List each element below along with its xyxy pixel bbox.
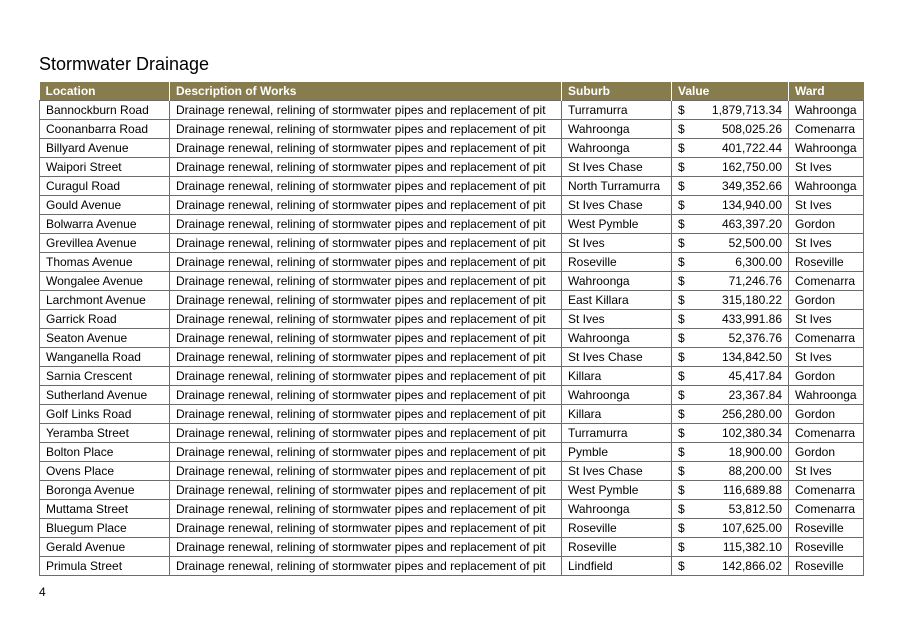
location-cell: Garrick Road (40, 310, 170, 329)
value-amount: 256,280.00 (721, 407, 782, 421)
value-cell (672, 120, 789, 139)
value-cell (672, 139, 789, 158)
location-cell: Wanganella Road (40, 348, 170, 367)
currency-symbol: $ (678, 255, 685, 269)
value-amount: 52,500.00 (728, 236, 782, 250)
value-cell (672, 215, 789, 234)
ward-cell: Gordon (789, 215, 864, 234)
table-row (40, 120, 864, 139)
suburb-cell: Killara (562, 367, 672, 386)
ward-cell: Roseville (789, 538, 864, 557)
table-row (40, 234, 864, 253)
ward-cell: Wahroonga (789, 101, 864, 120)
value-cell (672, 386, 789, 405)
table-row (40, 424, 864, 443)
table-row (40, 462, 864, 481)
value-cell (672, 291, 789, 310)
table-row (40, 253, 864, 272)
suburb-cell: St Ives Chase (562, 348, 672, 367)
location-cell: Bannockburn Road (40, 101, 170, 120)
value-amount: 134,940.00 (721, 198, 782, 212)
column-header-description: Description of Works (170, 82, 562, 101)
location-cell: Larchmont Avenue (40, 291, 170, 310)
value-amount: 107,625.00 (721, 521, 782, 535)
suburb-cell: Wahroonga (562, 120, 672, 139)
description-cell: Drainage renewal, relining of stormwater pipes and replacement of pit (170, 424, 562, 443)
currency-symbol: $ (678, 160, 685, 174)
value-cell (672, 329, 789, 348)
description-cell: Drainage renewal, relining of stormwater pipes and replacement of pit (170, 348, 562, 367)
suburb-cell: Roseville (562, 253, 672, 272)
suburb-cell: Lindfield (562, 557, 672, 576)
value-amount: 134,842.50 (721, 350, 782, 364)
currency-symbol: $ (678, 407, 685, 421)
ward-cell: Wahroonga (789, 386, 864, 405)
description-cell: Drainage renewal, relining of stormwater pipes and replacement of pit (170, 481, 562, 500)
value-cell (672, 500, 789, 519)
table-row (40, 443, 864, 462)
table-row (40, 215, 864, 234)
currency-symbol: $ (678, 103, 685, 117)
ward-cell: Comenarra (789, 424, 864, 443)
description-cell: Drainage renewal, relining of stormwater pipes and replacement of pit (170, 500, 562, 519)
table-row (40, 291, 864, 310)
value-cell (672, 462, 789, 481)
currency-symbol: $ (678, 388, 685, 402)
location-cell: Boronga Avenue (40, 481, 170, 500)
table-row (40, 386, 864, 405)
value-cell (672, 196, 789, 215)
suburb-cell: St Ives Chase (562, 462, 672, 481)
value-cell (672, 519, 789, 538)
suburb-cell: Wahroonga (562, 329, 672, 348)
location-cell: Bluegum Place (40, 519, 170, 538)
page-number: 4 (39, 585, 46, 599)
currency-symbol: $ (678, 198, 685, 212)
column-header-suburb: Suburb (562, 82, 672, 101)
currency-symbol: $ (678, 350, 685, 364)
location-cell: Grevillea Avenue (40, 234, 170, 253)
ward-cell: Wahroonga (789, 177, 864, 196)
location-cell: Sutherland Avenue (40, 386, 170, 405)
suburb-cell: Killara (562, 405, 672, 424)
currency-symbol: $ (678, 179, 685, 193)
location-cell: Waipori Street (40, 158, 170, 177)
suburb-cell: Wahroonga (562, 386, 672, 405)
value-cell (672, 424, 789, 443)
description-cell: Drainage renewal, relining of stormwater pipes and replacement of pit (170, 253, 562, 272)
table-body (40, 101, 864, 576)
description-cell: Drainage renewal, relining of stormwater pipes and replacement of pit (170, 291, 562, 310)
description-cell: Drainage renewal, relining of stormwater pipes and replacement of pit (170, 196, 562, 215)
ward-cell: St Ives (789, 196, 864, 215)
suburb-cell: St Ives Chase (562, 196, 672, 215)
value-cell (672, 272, 789, 291)
column-header-value: Value (672, 82, 789, 101)
table-row (40, 329, 864, 348)
description-cell: Drainage renewal, relining of stormwater pipes and replacement of pit (170, 462, 562, 481)
table-row (40, 158, 864, 177)
location-cell: Coonanbarra Road (40, 120, 170, 139)
table-row (40, 538, 864, 557)
location-cell: Bolton Place (40, 443, 170, 462)
value-cell (672, 101, 789, 120)
value-cell (672, 177, 789, 196)
suburb-cell: West Pymble (562, 215, 672, 234)
location-cell: Seaton Avenue (40, 329, 170, 348)
description-cell: Drainage renewal, relining of stormwater pipes and replacement of pit (170, 177, 562, 196)
currency-symbol: $ (678, 445, 685, 459)
suburb-cell: Wahroonga (562, 272, 672, 291)
table-row (40, 367, 864, 386)
table-row (40, 101, 864, 120)
description-cell: Drainage renewal, relining of stormwater pipes and replacement of pit (170, 139, 562, 158)
value-cell (672, 253, 789, 272)
currency-symbol: $ (678, 464, 685, 478)
location-cell: Ovens Place (40, 462, 170, 481)
description-cell: Drainage renewal, relining of stormwater pipes and replacement of pit (170, 310, 562, 329)
description-cell: Drainage renewal, relining of stormwater pipes and replacement of pit (170, 386, 562, 405)
works-table (39, 82, 864, 576)
suburb-cell: East Killara (562, 291, 672, 310)
value-amount: 463,397.20 (721, 217, 782, 231)
table-row (40, 272, 864, 291)
currency-symbol: $ (678, 540, 685, 554)
suburb-cell: Wahroonga (562, 500, 672, 519)
value-cell (672, 481, 789, 500)
value-amount: 315,180.22 (721, 293, 782, 307)
value-cell (672, 367, 789, 386)
ward-cell: St Ives (789, 462, 864, 481)
value-amount: 433,991.86 (721, 312, 782, 326)
value-amount: 53,812.50 (728, 502, 782, 516)
suburb-cell: St Ives Chase (562, 158, 672, 177)
description-cell: Drainage renewal, relining of stormwater pipes and replacement of pit (170, 329, 562, 348)
description-cell: Drainage renewal, relining of stormwater pipes and replacement of pit (170, 519, 562, 538)
ward-cell: Wahroonga (789, 139, 864, 158)
ward-cell: Comenarra (789, 329, 864, 348)
location-cell: Billyard Avenue (40, 139, 170, 158)
value-amount: 23,367.84 (728, 388, 782, 402)
table-row (40, 481, 864, 500)
currency-symbol: $ (678, 293, 685, 307)
table-row (40, 500, 864, 519)
ward-cell: Gordon (789, 291, 864, 310)
ward-cell: Gordon (789, 367, 864, 386)
value-cell (672, 348, 789, 367)
ward-cell: Comenarra (789, 500, 864, 519)
value-amount: 71,246.76 (728, 274, 782, 288)
value-amount: 45,417.84 (728, 369, 782, 383)
value-amount: 508,025.26 (721, 122, 782, 136)
value-amount: 115,382.10 (722, 540, 782, 554)
value-amount: 349,352.66 (721, 179, 782, 193)
value-amount: 52,376.76 (728, 331, 782, 345)
table-row (40, 519, 864, 538)
ward-cell: Gordon (789, 443, 864, 462)
ward-cell: Roseville (789, 253, 864, 272)
ward-cell: Comenarra (789, 120, 864, 139)
ward-cell: Roseville (789, 557, 864, 576)
location-cell: Gerald Avenue (40, 538, 170, 557)
location-cell: Sarnia Crescent (40, 367, 170, 386)
suburb-cell: Wahroonga (562, 139, 672, 158)
value-cell (672, 234, 789, 253)
description-cell: Drainage renewal, relining of stormwater pipes and replacement of pit (170, 158, 562, 177)
value-amount: 18,900.00 (728, 445, 782, 459)
table-row (40, 348, 864, 367)
value-cell (672, 538, 789, 557)
suburb-cell: St Ives (562, 234, 672, 253)
suburb-cell: North Turramurra (562, 177, 672, 196)
currency-symbol: $ (678, 331, 685, 345)
ward-cell: Comenarra (789, 272, 864, 291)
value-amount: 116,689.88 (722, 483, 782, 497)
location-cell: Bolwarra Avenue (40, 215, 170, 234)
value-amount: 162,750.00 (721, 160, 782, 174)
value-amount: 88,200.00 (728, 464, 782, 478)
suburb-cell: Pymble (562, 443, 672, 462)
value-cell (672, 557, 789, 576)
currency-symbol: $ (678, 369, 685, 383)
column-header-location: Location (40, 82, 170, 101)
table-row (40, 196, 864, 215)
description-cell: Drainage renewal, relining of stormwater pipes and replacement of pit (170, 120, 562, 139)
location-cell: Gould Avenue (40, 196, 170, 215)
value-cell (672, 405, 789, 424)
page-title: Stormwater Drainage (39, 54, 210, 74)
value-amount: 102,380.34 (721, 426, 782, 440)
currency-symbol: $ (678, 141, 685, 155)
ward-cell: St Ives (789, 234, 864, 253)
location-cell: Primula Street (40, 557, 170, 576)
table-header-row (40, 82, 864, 101)
currency-symbol: $ (678, 217, 685, 231)
location-cell: Thomas Avenue (40, 253, 170, 272)
value-cell (672, 158, 789, 177)
table-row (40, 405, 864, 424)
ward-cell: St Ives (789, 158, 864, 177)
description-cell: Drainage renewal, relining of stormwater pipes and replacement of pit (170, 443, 562, 462)
currency-symbol: $ (678, 122, 685, 136)
suburb-cell: Turramurra (562, 101, 672, 120)
description-cell: Drainage renewal, relining of stormwater pipes and replacement of pit (170, 538, 562, 557)
description-cell: Drainage renewal, relining of stormwater pipes and replacement of pit (170, 101, 562, 120)
description-cell: Drainage renewal, relining of stormwater pipes and replacement of pit (170, 367, 562, 386)
value-amount: 1,879,713.34 (711, 103, 782, 117)
description-cell: Drainage renewal, relining of stormwater pipes and replacement of pit (170, 272, 562, 291)
currency-symbol: $ (678, 426, 685, 440)
suburb-cell: St Ives (562, 310, 672, 329)
currency-symbol: $ (678, 312, 685, 326)
table-row (40, 139, 864, 158)
currency-symbol: $ (678, 274, 685, 288)
location-cell: Wongalee Avenue (40, 272, 170, 291)
description-cell: Drainage renewal, relining of stormwater pipes and replacement of pit (170, 405, 562, 424)
ward-cell: Roseville (789, 519, 864, 538)
table-row (40, 310, 864, 329)
suburb-cell: Turramurra (562, 424, 672, 443)
column-header-ward: Ward (789, 82, 864, 101)
description-cell: Drainage renewal, relining of stormwater pipes and replacement of pit (170, 557, 562, 576)
ward-cell: Gordon (789, 405, 864, 424)
location-cell: Curagul Road (40, 177, 170, 196)
currency-symbol: $ (678, 483, 685, 497)
value-cell (672, 310, 789, 329)
currency-symbol: $ (678, 502, 685, 516)
currency-symbol: $ (678, 559, 685, 573)
suburb-cell: Roseville (562, 519, 672, 538)
location-cell: Golf Links Road (40, 405, 170, 424)
value-amount: 401,722.44 (721, 141, 782, 155)
value-amount: 6,300.00 (735, 255, 782, 269)
ward-cell: St Ives (789, 310, 864, 329)
value-amount: 142,866.02 (721, 559, 782, 573)
table-row (40, 177, 864, 196)
value-cell (672, 443, 789, 462)
suburb-cell: Roseville (562, 538, 672, 557)
location-cell: Yeramba Street (40, 424, 170, 443)
table-row (40, 557, 864, 576)
currency-symbol: $ (678, 236, 685, 250)
ward-cell: Comenarra (789, 481, 864, 500)
currency-symbol: $ (678, 521, 685, 535)
suburb-cell: West Pymble (562, 481, 672, 500)
description-cell: Drainage renewal, relining of stormwater pipes and replacement of pit (170, 234, 562, 253)
location-cell: Muttama Street (40, 500, 170, 519)
description-cell: Drainage renewal, relining of stormwater pipes and replacement of pit (170, 215, 562, 234)
ward-cell: St Ives (789, 348, 864, 367)
